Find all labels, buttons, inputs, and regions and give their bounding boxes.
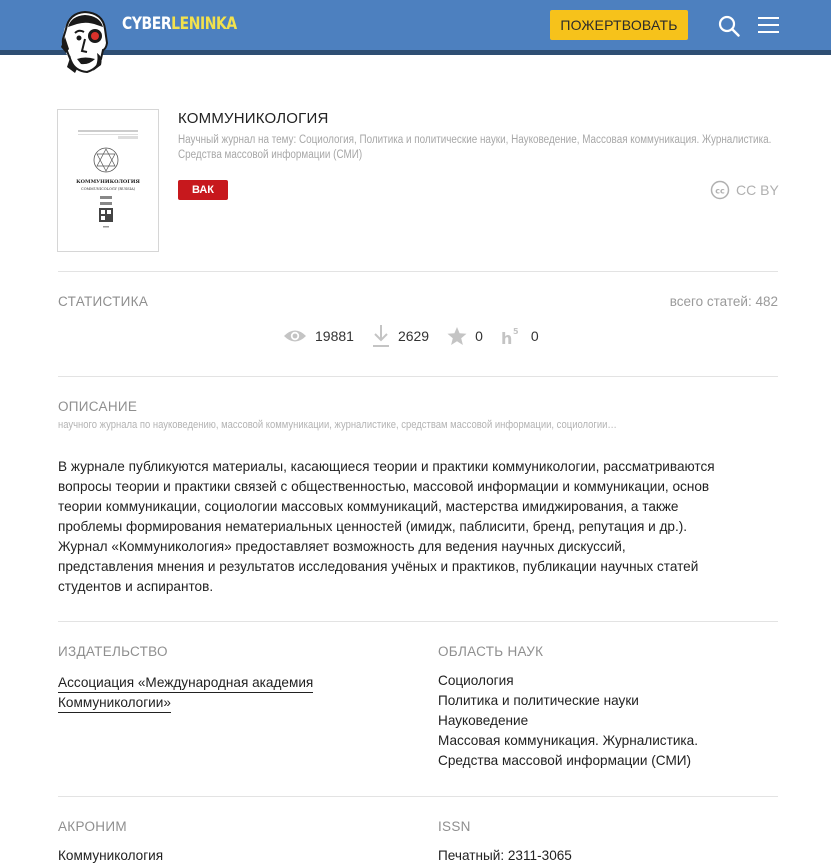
journal-cover-image[interactable] [57,109,159,252]
site-logo-text[interactable] [122,14,237,34]
acronym-value: Коммуникология [58,848,164,863]
science-item[interactable]: Науковедение [438,713,529,728]
statistics-row [283,323,557,349]
logo-text-part2: LENINKA [171,14,237,34]
description-line: теории коммуникации, социологии массовых коммуникаций, мастерства имиджирования, а также [58,499,679,514]
description-line: студентов и аспирантов. [58,579,214,594]
cover-title: КОММУНИКОЛОГИЯ [76,179,140,185]
science-area-list [438,671,698,771]
divider [58,376,778,377]
downloads-count: 2629 [397,328,430,344]
star-icon [447,327,467,345]
journal-title: КОММУНИКОЛОГИЯ [178,110,329,127]
description-short: научного журнала по науковедению, массовой коммуникации, журналистике, средствам массовой информации, социологии… [58,419,617,431]
cover-illustration [58,110,158,251]
h-index-superscript: 5 [512,327,519,336]
license-label: CC BY [736,182,779,198]
publisher-label: ИЗДАТЕЛЬСТВО [58,644,168,659]
divider [58,796,778,797]
creative-commons-icon [710,180,730,200]
description-line: представления мнения и результатов исследования учёных и практиков, публикации научных статей [58,559,699,574]
hamburger-menu-icon[interactable] [758,16,779,34]
issn-label: ISSN [438,819,471,834]
logo-text-part1: CYBER [122,14,172,34]
journal-subtitle: Научный журнал на тему: Социология, Политика и политические науки, Науковедение, Массовая коммуникация. Журналистика. Средства массовой информации (СМИ) [178,134,772,161]
science-item[interactable]: Социология [438,673,514,688]
statistics-label: СТАТИСТИКА [58,294,149,309]
search-icon[interactable] [718,15,740,37]
svg-text:cc: cc [715,186,725,196]
description-label: ОПИСАНИЕ [58,399,138,414]
description-line: вопросы теории и практики связей с общественностью, массовой информации и коммуникации, основ [58,479,710,494]
science-item[interactable]: Массовая коммуникация. Журналистика. [438,733,699,748]
eye-icon [283,328,307,344]
h-index-icon [501,326,523,346]
issn-value: Печатный: 2311-3065 [438,848,572,863]
science-item[interactable]: Средства массовой информации (СМИ) [438,753,692,768]
download-icon [372,324,390,348]
publisher-name-line1[interactable]: Ассоциация «Международная академия [58,673,313,693]
total-articles: всего статей: 482 [669,294,778,309]
h-index-count: 0 [530,328,539,344]
divider [58,621,778,622]
vak-badge[interactable]: ВАК [178,180,228,200]
license-info[interactable] [710,180,779,200]
cyberleninka-logo-icon[interactable] [57,9,113,75]
donate-button[interactable]: ПОЖЕРТВОВАТЬ [550,10,688,40]
downloads-stat [372,324,429,348]
favorites-stat [447,327,483,345]
description-body [58,457,788,597]
science-area-label: ОБЛАСТЬ НАУК [438,644,544,659]
h-index-stat [501,326,539,346]
publisher-name-line2[interactable]: Коммуникологии» [58,693,171,713]
favorites-count: 0 [475,328,483,344]
science-item[interactable]: Политика и политические науки [438,693,639,708]
cover-subtitle: COMMUNICOLOGY (RUSSIA) [81,187,135,191]
svg-text:h: h [500,329,513,346]
description-line: В журнале публикуются материалы, касающиеся теории и практики коммуникологии, рассматриваются [58,459,715,474]
divider [58,271,778,272]
description-line: проблемы формирования нематериальных ценностей (имидж, паблисити, бренд, репутация и др.). [58,519,688,534]
views-stat [283,328,354,344]
publisher-link[interactable] [58,673,313,713]
views-count: 19881 [315,328,354,344]
header-underline [0,50,831,55]
description-line: Журнал «Коммуникология» предоставляет возможность для ведения научных дискуссий, [58,539,626,554]
acronym-label: АКРОНИМ [58,819,127,834]
